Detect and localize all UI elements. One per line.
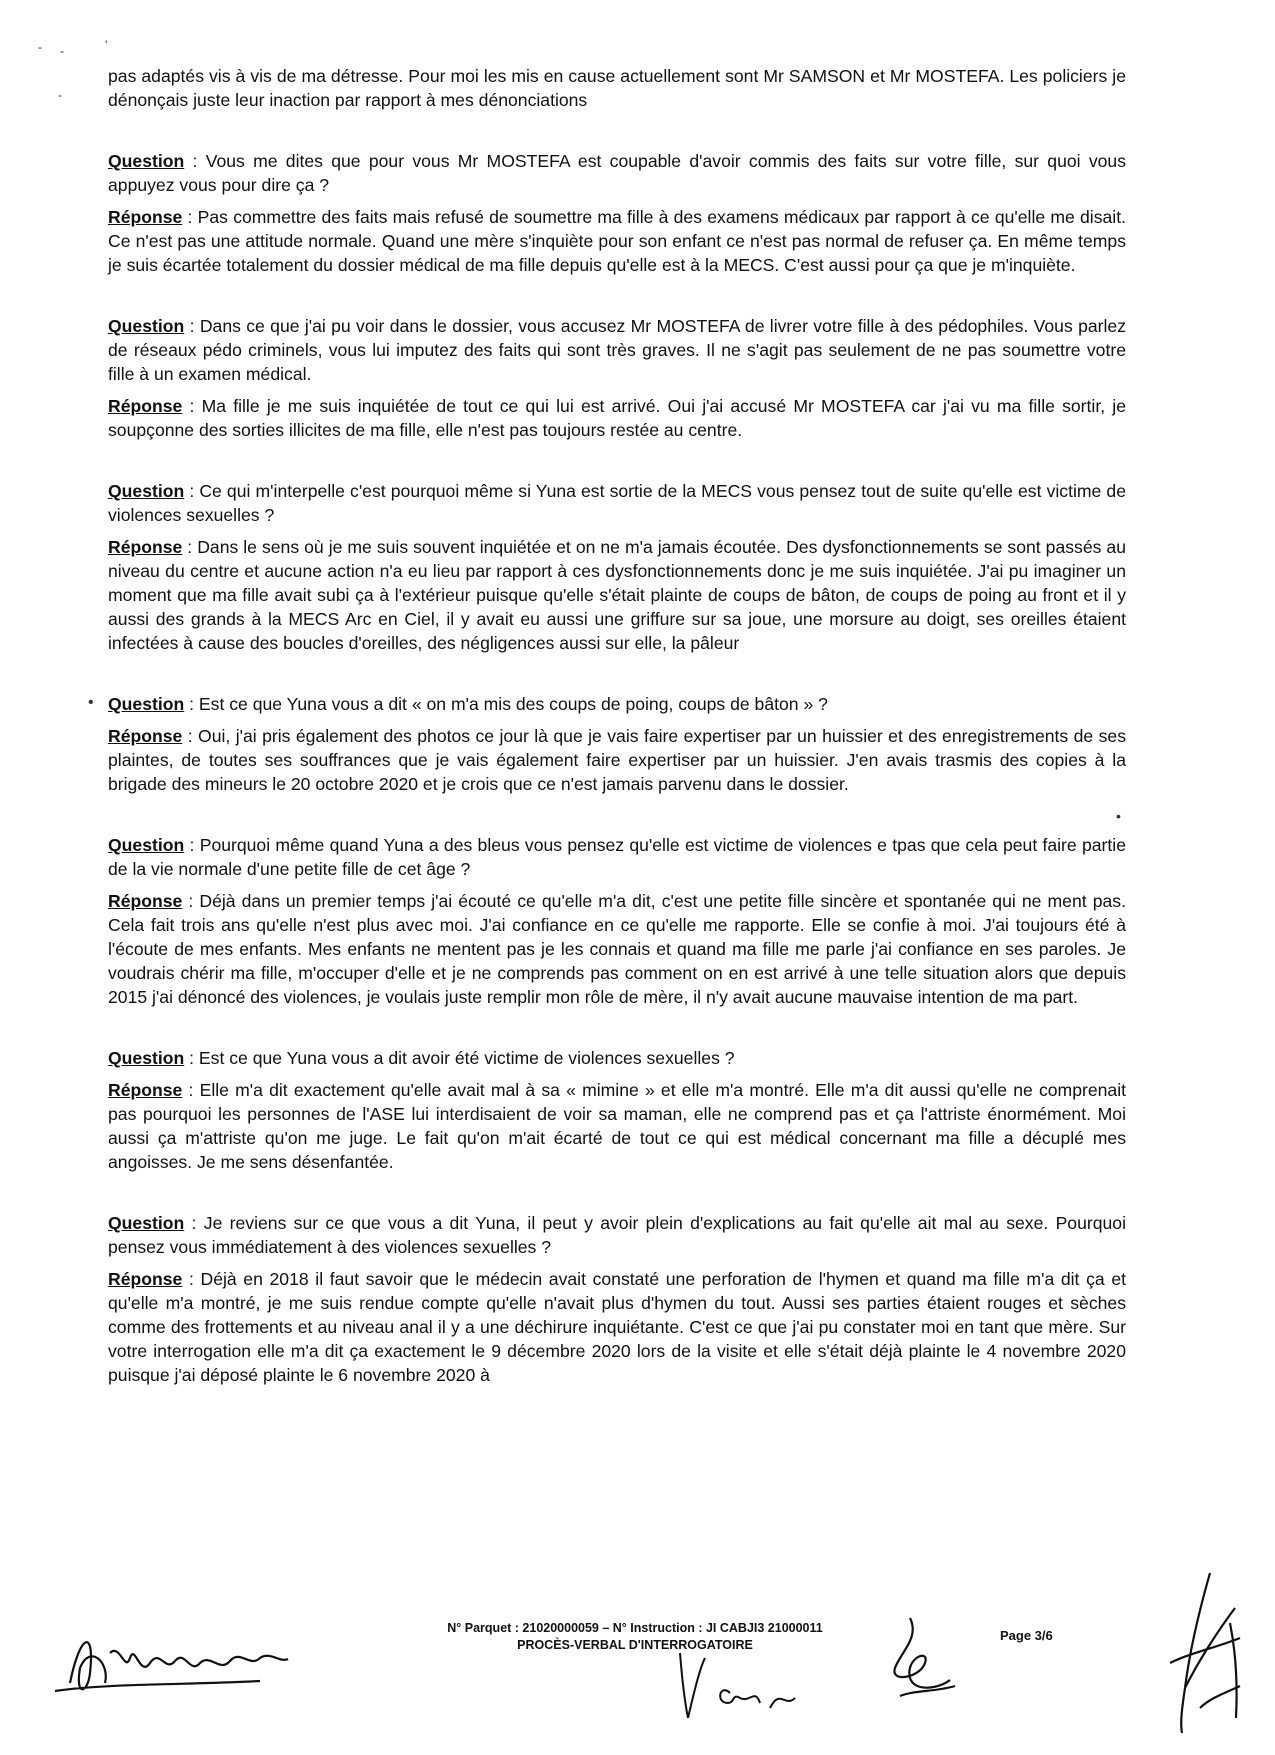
question-text: Pourquoi même quand Yuna a des bleus vous pensez qu'elle est victime de violences e tpas que cela peut faire partie de la vie normale d'une petite fille de cet âge ? xyxy=(108,835,1126,879)
answer-label: Réponse xyxy=(108,891,183,911)
answer-text: Ma fille je me suis inquiétée de tout ce qui lui est arrivé. Oui j'ai accusé Mr MOSTEFA car j'ai vu ma fille sortir, je soupçonne des sorties illicites de ma fille, elle n'est pas toujours restée au centre. xyxy=(108,396,1126,440)
answer-label: Réponse xyxy=(108,726,183,746)
question-label: Question xyxy=(108,835,185,855)
answer-paragraph: Réponse : Elle m'a dit exactement qu'elle avait mal à sa « mimine » et elle m'a montré. Elle m'a dit aussi qu'elle ne comprenait pas pourquoi les personnes de l'ASE lui interdisaient de voir sa maman, elle ne comprend pas et ça l'attriste énormément. Moi aussi ça m'attriste qu'on me juge. Le fait qu'on m'ait écarté de tout ce qui est médical concernant ma fille a décuplé mes angoisses. Je me sens désenfantée. xyxy=(108,1080,1126,1172)
question-paragraph: Question : Je reviens sur ce que vous a dit Yuna, il peut y avoir plein d'explications au fait qu'elle ait mal au sexe. Pourquoi pensez vous immédiatement à des violences sexuelles ? xyxy=(108,1213,1126,1257)
scan-mark: - xyxy=(58,88,62,102)
answer-label: Réponse xyxy=(108,396,183,416)
answer-label: Réponse xyxy=(108,1080,183,1100)
continuation-paragraph: pas adaptés vis à vis de ma détresse. Pour moi les mis en cause actuellement sont Mr SAMSON et Mr MOSTEFA. Les policiers je dénonçais juste leur inaction par rapport à mes dénonciations xyxy=(108,66,1126,110)
question-text: Est ce que Yuna vous a dit avoir été victime de violences sexuelles ? xyxy=(198,1048,735,1068)
question-label: Question xyxy=(108,694,185,714)
question-label: Question xyxy=(108,316,185,336)
signature-left xyxy=(50,1613,295,1708)
answer-text: Dans le sens où je me suis souvent inquiétée et on ne m'a jamais écoutée. Des dysfonctionnements se sont passés au niveau du centre et aucune action n'a eu lieu par rapport à ces dysfonctionnements donc je me suis inquiétée. J'ai pu imaginer un moment que ma fille avait subi ça à l'extérieur puisque qu'elle s'était plainte de coups de bâton, de coups de poing au front et il y aussi des grands à la MECS Arc en Ciel, il y avait eu aussi une griffure sur sa joue, une morsure au doigt, ses oreilles étaient infectées à cause des boucles d'oreilles, des négligences aussi sur elle, la pâleur xyxy=(108,537,1126,653)
question-text: Est ce que Yuna vous a dit « on m'a mis des coups de poing, coups de bâton » ? xyxy=(198,694,828,714)
signature-initials-center xyxy=(660,1648,820,1728)
answer-paragraph: Réponse : Ma fille je me suis inquiétée de tout ce qui lui est arrivé. Oui j'ai accusé Mr MOSTEFA car j'ai vu ma fille sortir, je soupçonne des sorties illicites de ma fille, elle n'est pas toujours restée au centre. xyxy=(108,396,1126,440)
question-text: Je reviens sur ce que vous a dit Yuna, il peut y avoir plein d'explications au fait qu'elle ait mal au sexe. Pourquoi pensez vous immédiatement à des violences sexuelles ? xyxy=(108,1213,1126,1257)
signature-middle xyxy=(880,1608,960,1708)
answer-text: Pas commettre des faits mais refusé de soumettre ma fille à des examens médicaux par rapport à ce qu'elle me disait. Ce n'est pas une attitude normale. Quand une mère s'inquiète pour son enfant ce n'est pas normal de refuser ça. En même temps je suis écartée totalement du dossier médical de ma fille depuis qu'elle est à la MECS. C'est aussi pour ça que je m'inquiète. xyxy=(108,207,1126,275)
question-label: Question xyxy=(108,481,185,501)
scan-mark: - xyxy=(60,44,64,58)
question-label: Question xyxy=(108,1048,185,1068)
scan-mark: - xyxy=(38,40,42,54)
answer-label: Réponse xyxy=(108,207,183,227)
question-paragraph: Question : Vous me dites que pour vous Mr MOSTEFA est coupable d'avoir commis des faits sur votre fille, sur quoi vous appuyez vous pour dire ça ? xyxy=(108,151,1126,195)
answer-paragraph: Réponse : Déjà dans un premier temps j'ai écouté ce qu'elle m'a dit, c'est une petite fille sincère et spontanée qui ne ment pas. Cela fait trois ans qu'elle n'est plus avec moi. J'ai confiance en ce qu'elle me rapporte. Elle se confie à moi. J'ai toujours été à l'écoute de mes enfants. Mes enfants ne mentent pas je les connais et quand ma fille me parle j'ai confiance en ses paroles. Je voudrais chérir ma fille, m'occuper d'elle et je ne comprends pas comment on en est arrivé à une telle situation alors que depuis 2015 j'ai dénoncé des violences, je voulais juste remplir mon rôle de mère, il n'y avait aucune mauvaise intention de ma part. xyxy=(108,891,1126,1007)
answer-text: Déjà dans un premier temps j'ai écouté ce qu'elle m'a dit, c'est une petite fille sincère et spontanée qui ne ment pas. Cela fait trois ans qu'elle n'est plus avec moi. J'ai confiance en ce qu'elle me rapporte. Elle se confie à moi. J'ai toujours été à l'écoute de mes enfants. Mes enfants ne mentent pas je les connais et quand ma fille me parle j'ai confiance en ses paroles. Je voudrais chérir ma fille, m'occuper d'elle et je ne comprends pas comment on en est arrivé à une telle situation alors que depuis 2015 j'ai dénoncé des violences, je voulais juste remplir mon rôle de mère, il n'y avait aucune mauvaise intention de ma part. xyxy=(108,891,1126,1007)
answer-text: Déjà en 2018 il faut savoir que le médecin avait constaté une perforation de l'hymen et quand ma fille m'a dit ça et qu'elle m'a montré, je me suis rendue compte qu'elle n'avait plus d'hymen du tout. Aussi ses parties étaient rouges et sèches comme des frottements et au niveau anal il y a une déchirure inquiétante. C'est ce que j'ai pu constater moi en tant que mère. Sur votre interrogation elle m'a dit ça exactement le 9 décembre 2020 lors de la visite et elle s'était déjà plainte le 4 novembre 2020 puisque j'ai déposé plainte le 6 novembre 2020 à xyxy=(108,1269,1126,1385)
question-paragraph: Question : Ce qui m'interpelle c'est pourquoi même si Yuna est sortie de la MECS vous pensez tout de suite qu'elle est victime de violences sexuelles ? xyxy=(108,481,1126,525)
scan-mark: • xyxy=(1116,808,1121,824)
question-paragraph: Question : Pourquoi même quand Yuna a des bleus vous pensez qu'elle est victime de violences e tpas que cela peut faire partie de la vie normale d'une petite fille de cet âge ? xyxy=(108,835,1126,879)
question-label: Question xyxy=(108,151,185,171)
question-paragraph: Question : Est ce que Yuna vous a dit avoir été victime de violences sexuelles ? xyxy=(108,1048,735,1068)
answer-label: Réponse xyxy=(108,1269,183,1289)
answer-paragraph: Réponse : Pas commettre des faits mais refusé de soumettre ma fille à des examens médicaux par rapport à ce qu'elle me disait. Ce n'est pas une attitude normale. Quand une mère s'inquiète pour son enfant ce n'est pas normal de refuser ça. En même temps je suis écartée totalement du dossier médical de ma fille depuis qu'elle est à la MECS. C'est aussi pour ça que je m'inquiète. xyxy=(108,207,1126,275)
question-label: Question xyxy=(108,1213,185,1233)
page-number: Page 3/6 xyxy=(1000,1628,1053,1643)
document-body xyxy=(108,64,1126,1387)
answer-paragraph: Réponse : Dans le sens où je me suis souvent inquiétée et on ne m'a jamais écoutée. Des dysfonctionnements se sont passés au niveau du centre et aucune action n'a eu lieu par rapport à ces dysfonctionnements donc je me suis inquiétée. J'ai pu imaginer un moment que ma fille avait subi ça à l'extérieur puisque qu'elle s'était plainte de coups de bâton, de coups de poing au front et il y aussi des grands à la MECS Arc en Ciel, il y avait eu aussi une griffure sur sa joue, une morsure au doigt, ses oreilles étaient infectées à cause des boucles d'oreilles, des négligences aussi sur elle, la pâleur xyxy=(108,537,1126,653)
scan-mark: ' xyxy=(105,38,108,52)
question-paragraph: Question : Dans ce que j'ai pu voir dans le dossier, vous accusez Mr MOSTEFA de livrer votre fille à des pédophiles. Vous parlez de réseaux pédo criminels, vous lui imputez des faits qui sont très graves. Il ne s'agit pas seulement de ne pas soumettre votre fille à un examen médical. xyxy=(108,316,1127,384)
answer-text: Elle m'a dit exactement qu'elle avait mal à sa « mimine » et elle m'a montré. Elle m'a dit aussi qu'elle ne comprenait pas pourquoi les personnes de l'ASE lui interdisaient de voir sa maman, elle ne comprend pas et ça l'attriste énormément. Moi aussi ça m'attriste qu'on me juge. Le fait qu'on m'ait écarté de tout ce qui est médical concernant ma fille a décuplé mes angoisses. Je me sens désenfantée. xyxy=(108,1080,1126,1172)
answer-text: Oui, j'ai pris également des photos ce jour là que je vais faire expertiser par un huissier et des enregistrements de ses plaintes, de toutes ses souffrances que je vais également faire expertiser par un huissier. J'en avais trasmis des copies à la brigade des mineurs le 20 octobre 2020 et je crois que ce n'est jamais parvenu dans le dossier. xyxy=(108,726,1126,794)
question-text: Dans ce que j'ai pu voir dans le dossier, vous accusez Mr MOSTEFA de livrer votre fille à des pédophiles. Vous parlez de réseaux pédo criminels, vous lui imputez des faits qui sont très graves. Il ne s'agit pas seulement de ne pas soumettre votre fille à un examen médical. xyxy=(108,316,1127,384)
scan-mark: • xyxy=(88,694,94,711)
question-text: Ce qui m'interpelle c'est pourquoi même si Yuna est sortie de la MECS vous pensez tout de suite qu'elle est victime de violences sexuelles ? xyxy=(108,481,1126,525)
answer-paragraph: Réponse : Déjà en 2018 il faut savoir que le médecin avait constaté une perforation de l'hymen et quand ma fille m'a dit ça et qu'elle m'a montré, je me suis rendue compte qu'elle n'avait plus d'hymen du tout. Aussi ses parties étaient rouges et sèches comme des frottements et au niveau anal il y a une déchirure inquiétante. C'est ce que j'ai pu constater moi en tant que mère. Sur votre interrogation elle m'a dit ça exactement le 9 décembre 2020 lors de la visite et elle s'était déjà plainte le 4 novembre 2020 puisque j'ai déposé plainte le 6 novembre 2020 à xyxy=(108,1269,1126,1385)
signature-right xyxy=(1140,1568,1260,1743)
case-reference: N° Parquet : 21020000059 – N° Instruction : JI CABJI3 21000011 xyxy=(447,1621,823,1635)
footer-reference-block xyxy=(370,1620,900,1654)
document-type: PROCÈS-VERBAL D'INTERROGATOIRE xyxy=(517,1638,753,1652)
answer-label: Réponse xyxy=(108,537,183,557)
answer-paragraph: Réponse : Oui, j'ai pris également des photos ce jour là que je vais faire expertiser par un huissier et des enregistrements de ses plaintes, de toutes ses souffrances que je vais également faire expertiser par un huissier. J'en avais trasmis des copies à la brigade des mineurs le 20 octobre 2020 et je crois que ce n'est jamais parvenu dans le dossier. xyxy=(108,726,1126,794)
question-text: Vous me dites que pour vous Mr MOSTEFA est coupable d'avoir commis des faits sur votre fille, sur quoi vous appuyez vous pour dire ça ? xyxy=(108,151,1126,195)
page-footer xyxy=(0,1608,1275,1748)
question-paragraph: Question : Est ce que Yuna vous a dit « on m'a mis des coups de poing, coups de bâton » ? xyxy=(108,694,828,714)
question-answer-list xyxy=(108,149,1126,1387)
